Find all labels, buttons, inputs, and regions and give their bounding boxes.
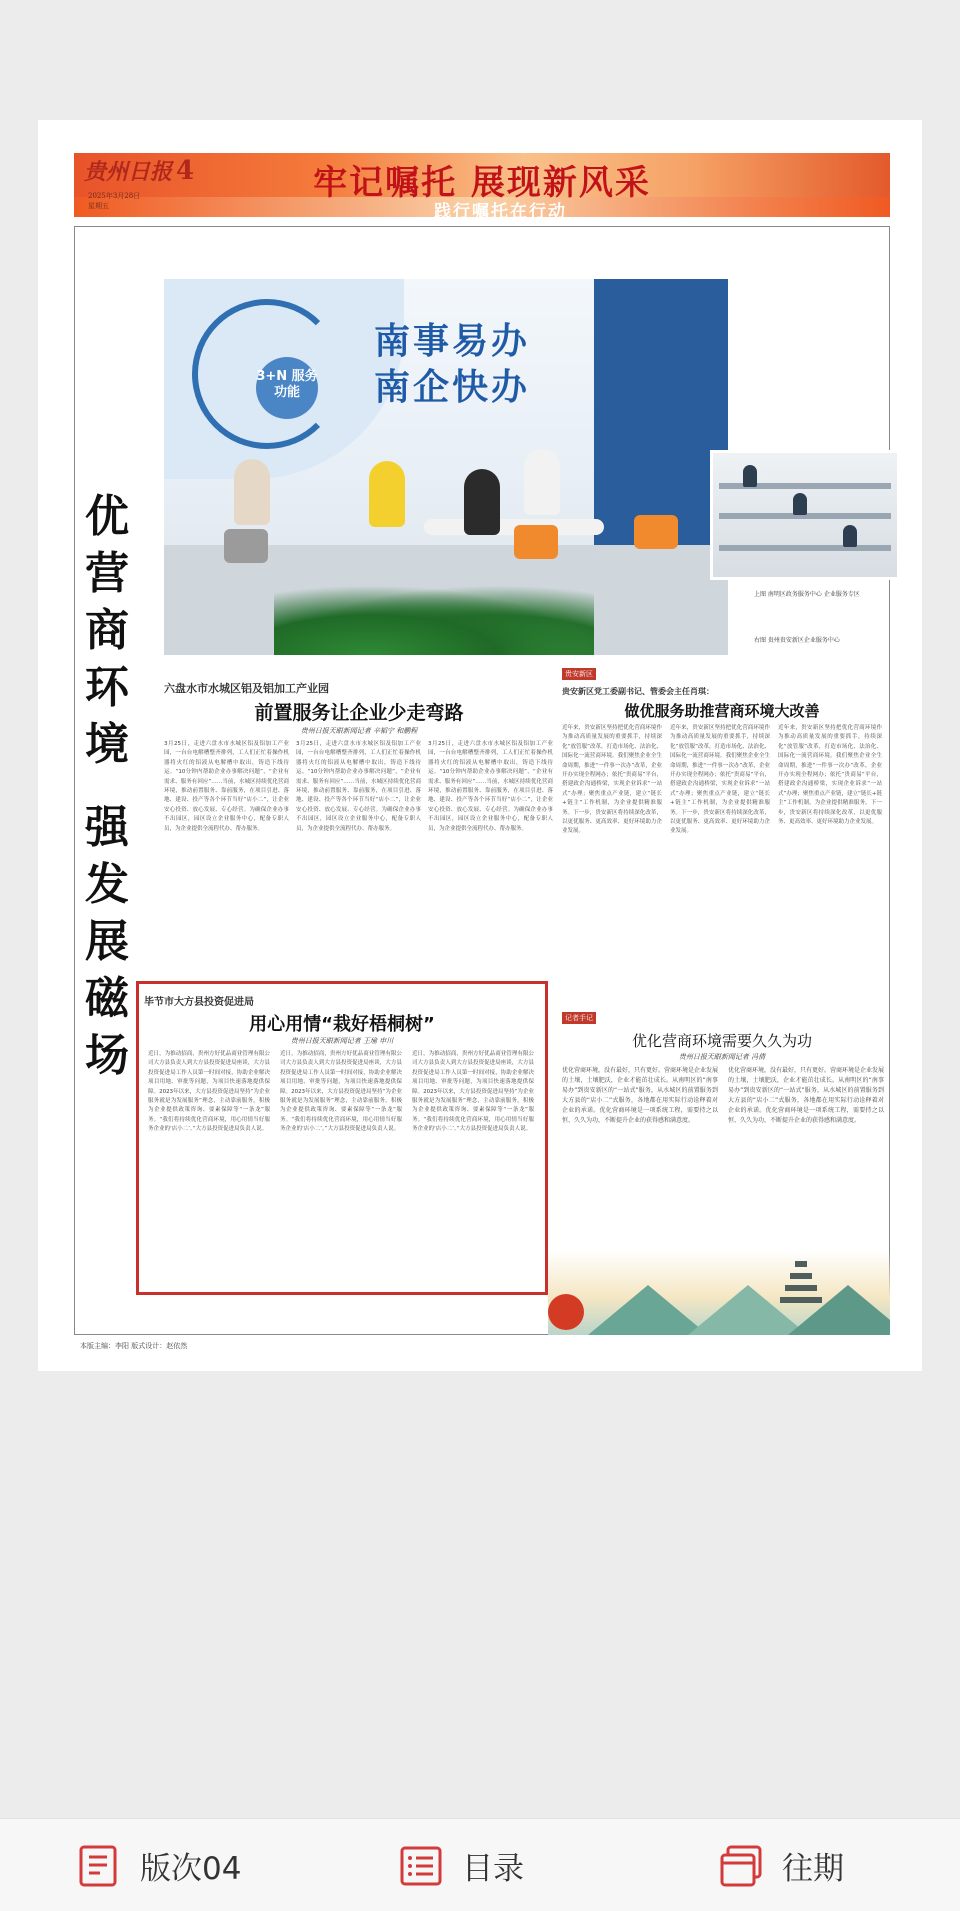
inset-person xyxy=(793,493,807,515)
photo-person xyxy=(524,449,560,515)
pagoda-tier xyxy=(795,1261,807,1267)
photo-plants xyxy=(274,585,594,655)
article1-body-col1: 3月25日，走进六盘水市水城区铝及铝加工产业园，一台台电解槽整齐排列，工人们正忙着操作机器将火红的铝液从电解槽中取出，铸造下线待运。“10分钟内帮助企业办事解决问题”，“企业有需求、服务有回应”……当前，水城区持续优化营商环境，推动前置服务、靠前服务，在项目引进、落地、建设、投产等各个环节当好“店小二”，让企业安心投资、放心发展、专心经营。为确保企业办事不出园区，园区设立企业服务中心，配备专职人员，为企业提供全流程代办、帮办服务。 xyxy=(164,741,289,832)
nav-contents-label: 目录 xyxy=(462,1851,524,1887)
article1-kicker: 六盘水市水城区铝及铝加工产业园 xyxy=(164,682,329,695)
pagoda-tier xyxy=(790,1273,812,1279)
paper-name-text: 贵州日报 xyxy=(84,159,173,185)
pagoda-tier xyxy=(785,1285,817,1291)
edition-icon xyxy=(76,1843,122,1889)
bottom-nav-bar xyxy=(0,1818,960,1911)
pagoda-tier xyxy=(780,1297,822,1303)
article2-kicker: 贵安新区党工委副书记、管委会主任肖琪： xyxy=(562,687,714,696)
inset-person xyxy=(843,525,857,547)
article3-body-col2: 近日，为推动招商，贵州方好优品商业管理有限公司大方县负责人到大方县投资促进局座谈，大方县投资促进局工作人员第一时间对接，协助企业解决项目用地、审批等问题，为项目快速落地提供保障。2023年以来，大方县投资促进局坚持“为企业服务就是为发展服务”理念，主动靠前服务，积极为企业提供政策咨询、要素保障等“一条龙”服务。“我们将持续优化营商环境，用心用情当好服务企业的‘店小二’。”大方县投资促进局负责人说。 xyxy=(280,1051,402,1133)
newspaper-page[interactable] xyxy=(38,120,922,1371)
masthead xyxy=(74,153,890,222)
nav-contents[interactable] xyxy=(398,1819,524,1911)
sun-graphic xyxy=(548,1294,584,1330)
article1-title[interactable]: 前置服务让企业少走弯路 xyxy=(254,702,464,724)
article2-body-col3: 近年来，贵安新区坚持把优化营商环境作为推动高质量发展的重要抓手，持续深化“放管服”改革，打造市场化、法治化、国际化一流营商环境。我们聚焦企业全生命周期，推进“一件事一次办”改革，企业开办实现全程网办；依托“贵商易”平台，搭建政企沟通桥梁，实现企业诉求“一站式”办理；聚焦重点产业链，建立“链长+链主”工作机制，为企业提供精准服务。下一步，贵安新区将持续深化改革，以更优服务、更高效率、更好环境助力企业发展。 xyxy=(778,725,882,826)
feature-photo xyxy=(164,279,728,655)
article3-body-col3: 近日，为推动招商，贵州方好优品商业管理有限公司大方县负责人到大方县投资促进局座谈，大方县投资促进局工作人员第一时间对接，协助企业解决项目用地、审批等问题，为项目快速落地提供保障。2023年以来，大方县投资促进局坚持“为企业服务就是为发展服务”理念，主动靠前服务，积极为企业提供政策咨询、要素保障等“一条龙”服务。“我们将持续优化营商环境，用心用情当好服务企业的‘店小二’。”大方县投资促进局负责人说。 xyxy=(412,1051,534,1133)
photo-chair xyxy=(634,515,678,549)
slogan-line2: 南企快办 xyxy=(374,367,531,408)
page-number: 4 xyxy=(176,156,195,186)
article2-body-col2: 近年来，贵安新区坚持把优化营商环境作为推动高质量发展的重要抓手，持续深化“放管服”改革，打造市场化、法治化、国际化一流营商环境。我们聚焦企业全生命周期，推进“一件事一次办”改革，企业开办实现全程网办；依托“贵商易”平台，搭建政企沟通桥梁，实现企业诉求“一站式”办理；聚焦重点产业链，建立“链长+链主”工作机制，为企业提供精准服务。下一步，贵安新区将持续深化改革，以更优服务、更高效率、更好环境助力企业发展。 xyxy=(670,725,770,835)
photo-chair xyxy=(224,529,268,563)
article3-byline: 贵州日报天眼新闻记者 王瑜 申川 xyxy=(290,1037,394,1045)
photo-person xyxy=(464,469,500,535)
landscape-illustration xyxy=(548,1250,890,1335)
article4-body-col1: 优化营商环境，没有最好，只有更好。营商环境是企业发展的土壤，土壤肥沃，企业才能茁壮成长。从南明区的“南事易办”到贵安新区的“一站式”服务，从水城区的前置服务到大方县的“店小二”式服务，各地都在用实际行动诠释着对企业的承诺。优化营商环境是一项系统工程，需要持之以恒、久久为功，不断提升企业的获得感和满意度。 xyxy=(562,1067,718,1124)
issue-date: 2025年3月28日 xyxy=(88,192,141,200)
article3-title[interactable]: 用心用情“栽好梧桐树” xyxy=(249,1014,435,1035)
pagoda-graphic xyxy=(778,1253,824,1323)
vertical-title-line2: 强发展磁场 xyxy=(85,802,129,1081)
photo-caption-2: 右图 贵州贵安新区企业服务中心 xyxy=(754,637,840,644)
photo-person xyxy=(234,459,270,525)
article3-body-col1: 近日，为推动招商，贵州方好优品商业管理有限公司大方县负责人到大方县投资促进局座谈，大方县投资促进局工作人员第一时间对接，协助企业解决项目用地、审批等问题，为项目快速落地提供保障。2023年以来，大方县投资促进局坚持“为企业服务就是为发展服务”理念，主动靠前服务，积极为企业提供政策咨询、要素保障等“一条龙”服务。“我们将持续优化营商环境，用心用情当好服务企业的‘店小二’。”大方县投资促进局负责人说。 xyxy=(148,1051,270,1133)
inset-desk-row xyxy=(719,545,891,551)
photo-chair xyxy=(514,525,558,559)
article1-body-col3: 3月25日，走进六盘水市水城区铝及铝加工产业园，一台台电解槽整齐排列，工人们正忙着操作机器将火红的铝液从电解槽中取出，铸造下线待运。“10分钟内帮助企业办事解决问题”，“企业有需求、服务有回应”……当前，水城区持续优化营商环境，推动前置服务、靠前服务，在项目引进、落地、建设、投产等各个环节当好“店小二”，让企业安心投资、放心发展、专心经营。为确保企业办事不出园区，园区设立企业服务中心，配备专职人员，为企业提供全流程代办、帮办服务。 xyxy=(428,741,553,832)
article2-title[interactable]: 做优服务助推营商环境大改善 xyxy=(624,702,820,720)
page-headline: 牢记嘱托 展现新风采 xyxy=(313,163,651,203)
nav-archive[interactable] xyxy=(718,1819,844,1911)
feature-vertical-title xyxy=(80,488,134,1084)
article4-title[interactable]: 优化营商环境需要久久为功 xyxy=(631,1032,812,1050)
article2-body-col1: 近年来，贵安新区坚持把优化营商环境作为推动高质量发展的重要抓手，持续深化“放管服”改革，打造市场化、法治化、国际化一流营商环境。我们聚焦企业全生命周期，推进“一件事一次办”改革，企业开办实现全程网办；依托“贵商易”平台，搭建政企沟通桥梁，实现企业诉求“一站式”办理；聚焦重点产业链，建立“链长+链主”工作机制，为企业提供精准服务。下一步，贵安新区将持续深化改革，以更优服务、更高效率、更好环境助力企业发展。 xyxy=(562,725,662,835)
page-subline: 践行嘱托在行动 xyxy=(434,202,567,222)
inset-photo xyxy=(710,450,900,580)
article1-byline: 贵州日报天眼新闻记者 辛韬宁 和鹏程 xyxy=(300,727,418,735)
service-badge: 3+N 服务功能 xyxy=(256,357,318,419)
footer-credits: 本版主编：李阳 版式设计：赵依然 xyxy=(80,1342,188,1350)
article4-byline: 贵州日报天眼新闻记者 冯倩 xyxy=(678,1053,766,1061)
article1-body-col2: 3月25日，走进六盘水市水城区铝及铝加工产业园，一台台电解槽整齐排列，工人们正忙着操作机器将火红的铝液从电解槽中取出，铸造下线待运。“10分钟内帮助企业办事解决问题”，“企业有需求、服务有回应”……当前，水城区持续优化营商环境，推动前置服务、靠前服务，在项目引进、落地、建设、投产等各个环节当好“店小二”，让企业安心投资、放心发展、专心经营。为确保企业办事不出园区，园区设立企业服务中心，配备专职人员，为企业提供全流程代办、帮办服务。 xyxy=(296,741,421,832)
photo-caption-1: 上图 南明区政务服务中心 企业服务专区 xyxy=(754,591,860,598)
inset-person xyxy=(743,465,757,487)
photo-slogan xyxy=(374,319,530,411)
article4-body-col2: 优化营商环境，没有最好，只有更好。营商环境是企业发展的土壤，土壤肥沃，企业才能茁壮成长。从南明区的“南事易办”到贵安新区的“一站式”服务，从水城区的前置服务到大方县的“店小二”式服务，各地都在用实际行动诠释着对企业的承诺。优化营商环境是一项系统工程，需要持之以恒、久久为功，不断提升企业的获得感和满意度。 xyxy=(728,1067,884,1124)
photo-person xyxy=(369,461,405,527)
slogan-line1: 南事易办 xyxy=(374,321,531,362)
article2-tag: 贵安新区 xyxy=(562,668,596,680)
nav-archive-label: 往期 xyxy=(782,1851,844,1887)
nav-edition[interactable] xyxy=(76,1819,241,1911)
archive-icon xyxy=(718,1843,764,1889)
nav-edition-label: 版次04 xyxy=(140,1851,242,1887)
article4-tag: 记者手记 xyxy=(562,1012,596,1024)
vertical-title-line1: 优营商环境 xyxy=(85,491,129,770)
issue-weekday: 星期五 xyxy=(88,202,109,210)
article3-kicker: 毕节市大方县投资促进局 xyxy=(144,997,254,1008)
list-icon xyxy=(398,1843,444,1889)
